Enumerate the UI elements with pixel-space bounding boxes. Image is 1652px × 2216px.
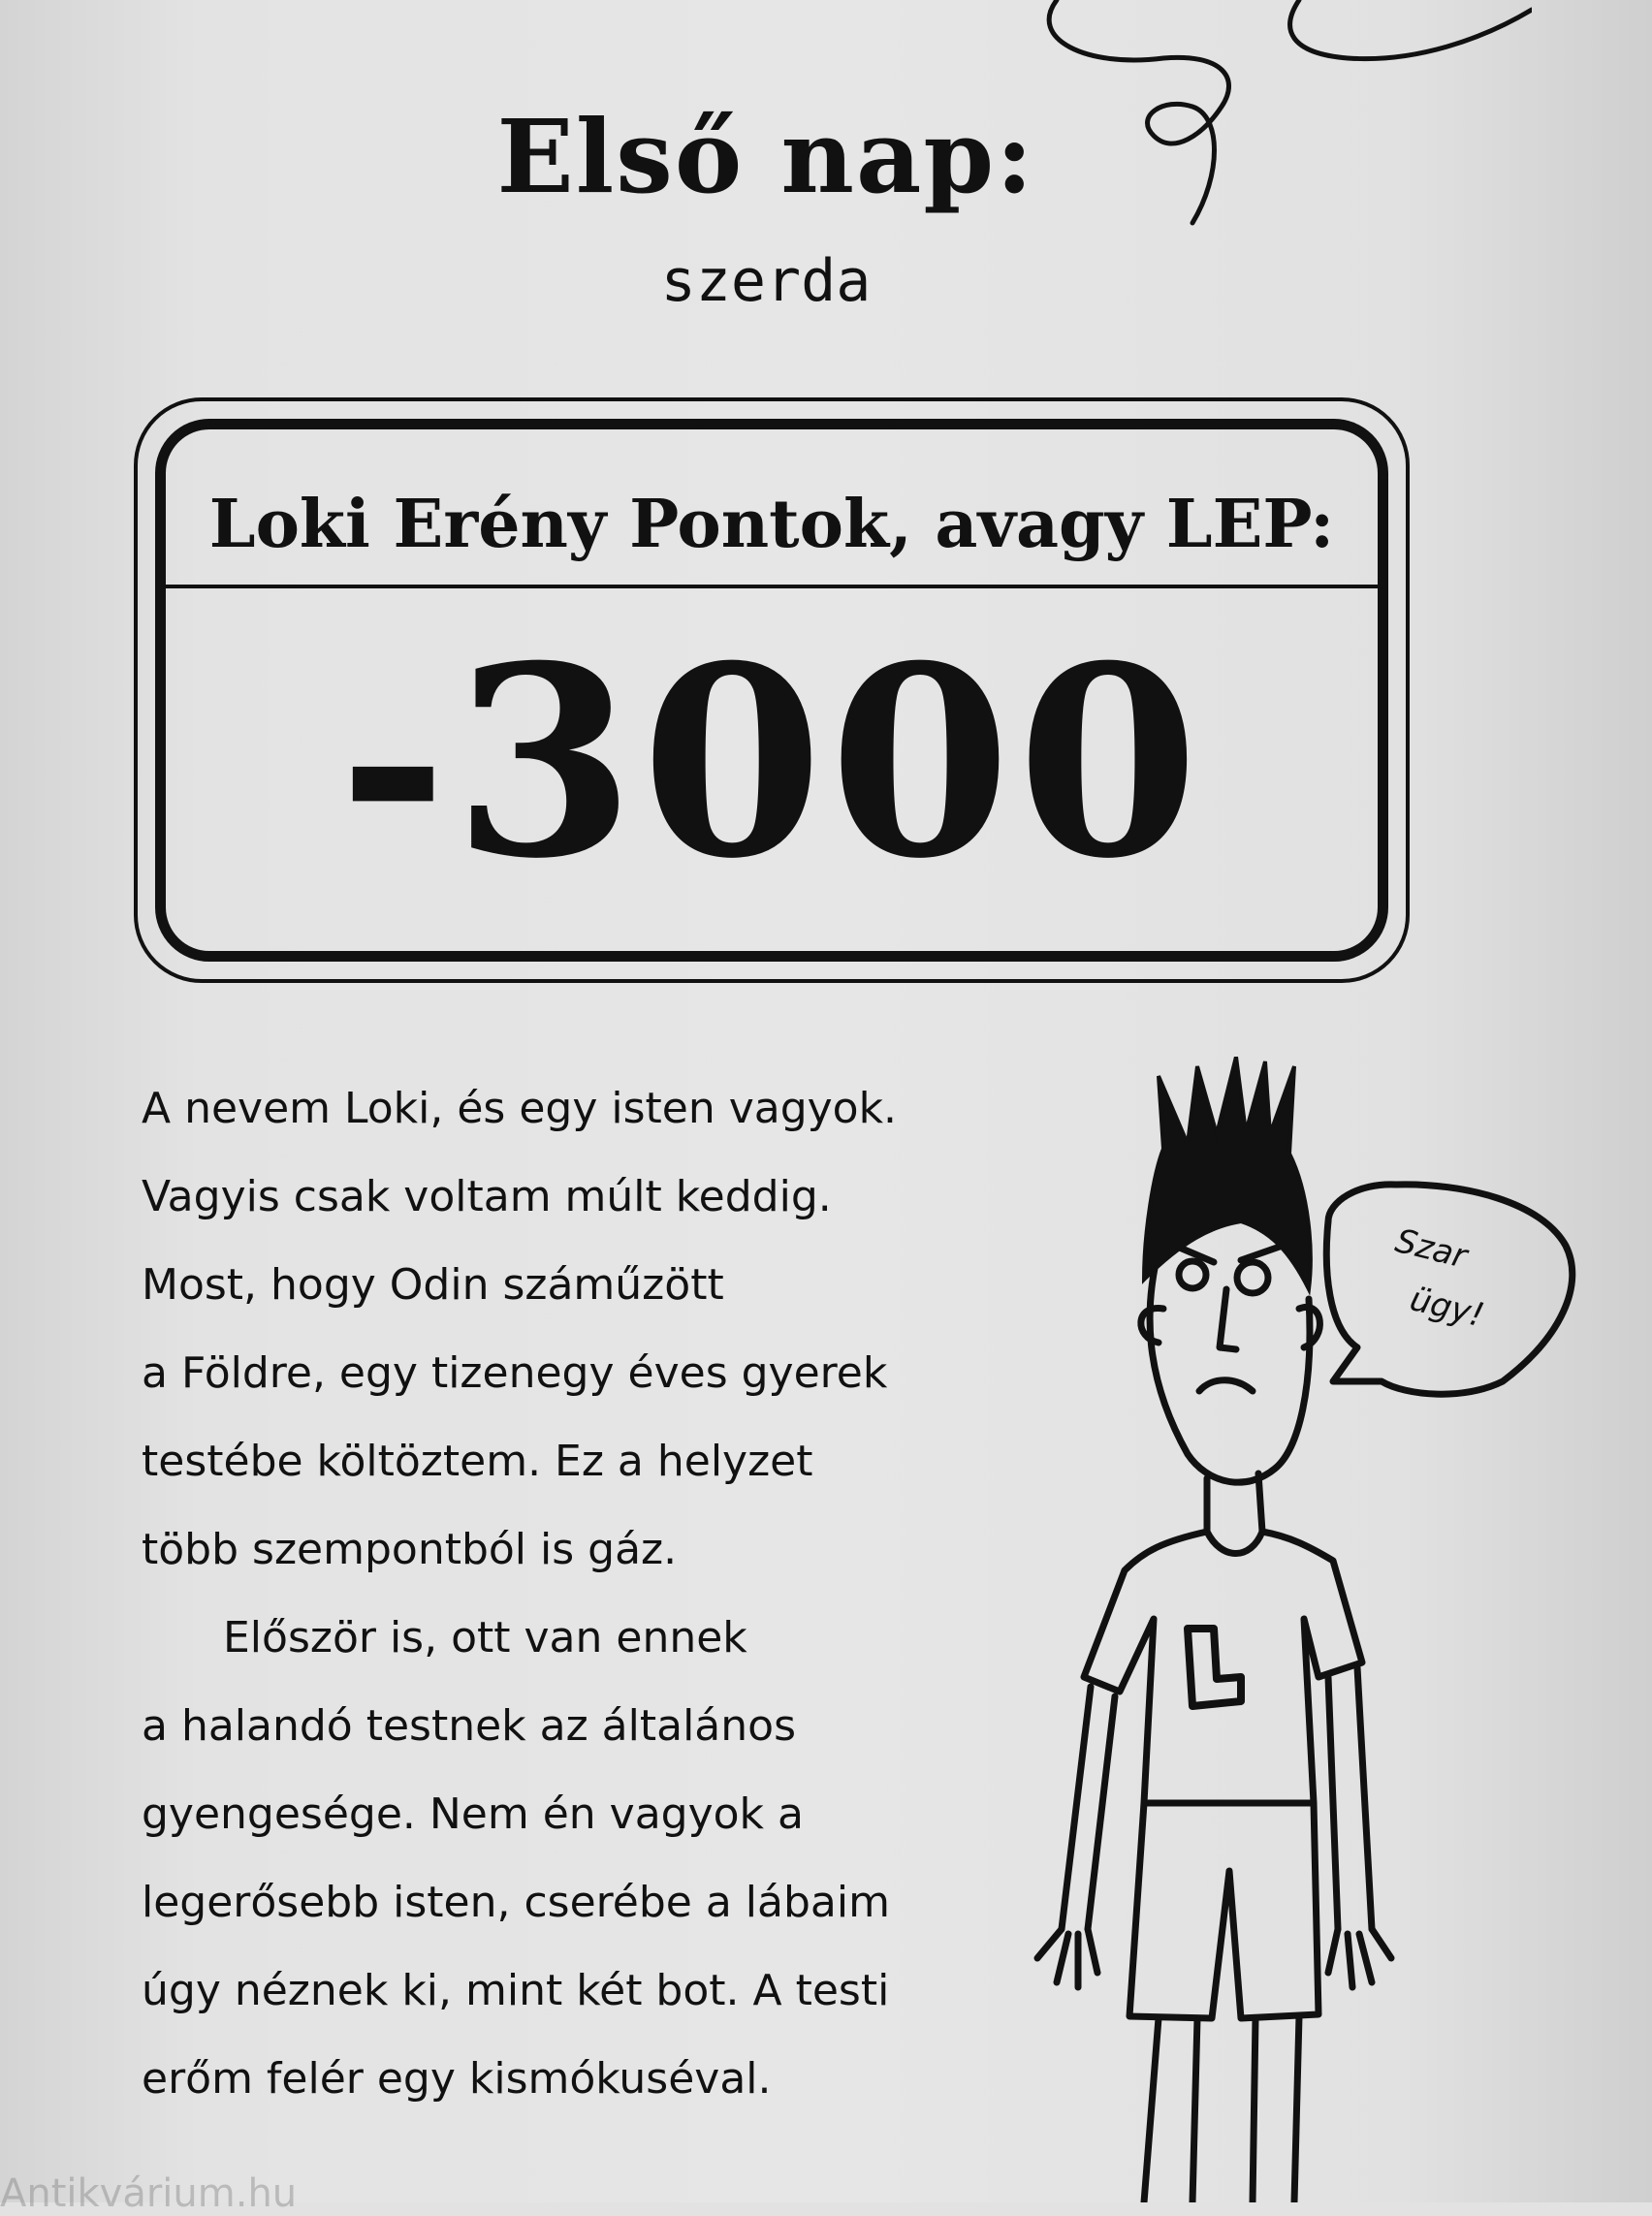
body-line: A nevem Loki, és egy isten vagyok.	[142, 1084, 898, 1133]
loki-illustration	[999, 1057, 1580, 2202]
body-line: Vagyis csak voltam múlt keddig.	[142, 1172, 832, 1221]
body-line: úgy néznek ki, mint két bot. A testi	[142, 1966, 890, 2015]
body-line: erőm felér egy kismókuséval.	[142, 2054, 772, 2104]
hair	[1144, 1057, 1311, 1289]
body-line: Először is, ott van ennek	[223, 1613, 747, 1662]
body-line: legerősebb isten, cserébe a lábaim	[142, 1878, 890, 1927]
score-box-inner	[155, 419, 1388, 962]
body-line: a Földre, egy tizenegy éves gyerek	[142, 1348, 888, 1398]
body-line: Most, hogy Odin száműzött	[142, 1260, 724, 1310]
speech-text-line2: ügy!	[1406, 1280, 1488, 1336]
body-line: testébe költöztem. Ez a helyzet	[142, 1437, 813, 1486]
score-value: -3000	[338, 608, 1205, 916]
page-title: Első nap:	[496, 97, 1035, 216]
body-line: gyengesége. Nem én vagyok a	[142, 1789, 804, 1839]
body-text	[142, 1064, 995, 2123]
watermark: Antikvárium.hu	[0, 2171, 298, 2216]
score-label: Loki Erény Pontok, avagy LEP:	[208, 486, 1335, 563]
head-outline	[1150, 1250, 1310, 1482]
body-line: több szempontból is gáz.	[142, 1525, 678, 1574]
score-box	[134, 397, 1410, 983]
speech-text-line1: Szar	[1391, 1221, 1472, 1277]
page-subtitle: szerda	[660, 247, 872, 315]
loki-drawing	[999, 1057, 1580, 2202]
score-divider	[166, 585, 1378, 588]
body-line: a halandó testnek az általános	[142, 1701, 796, 1751]
